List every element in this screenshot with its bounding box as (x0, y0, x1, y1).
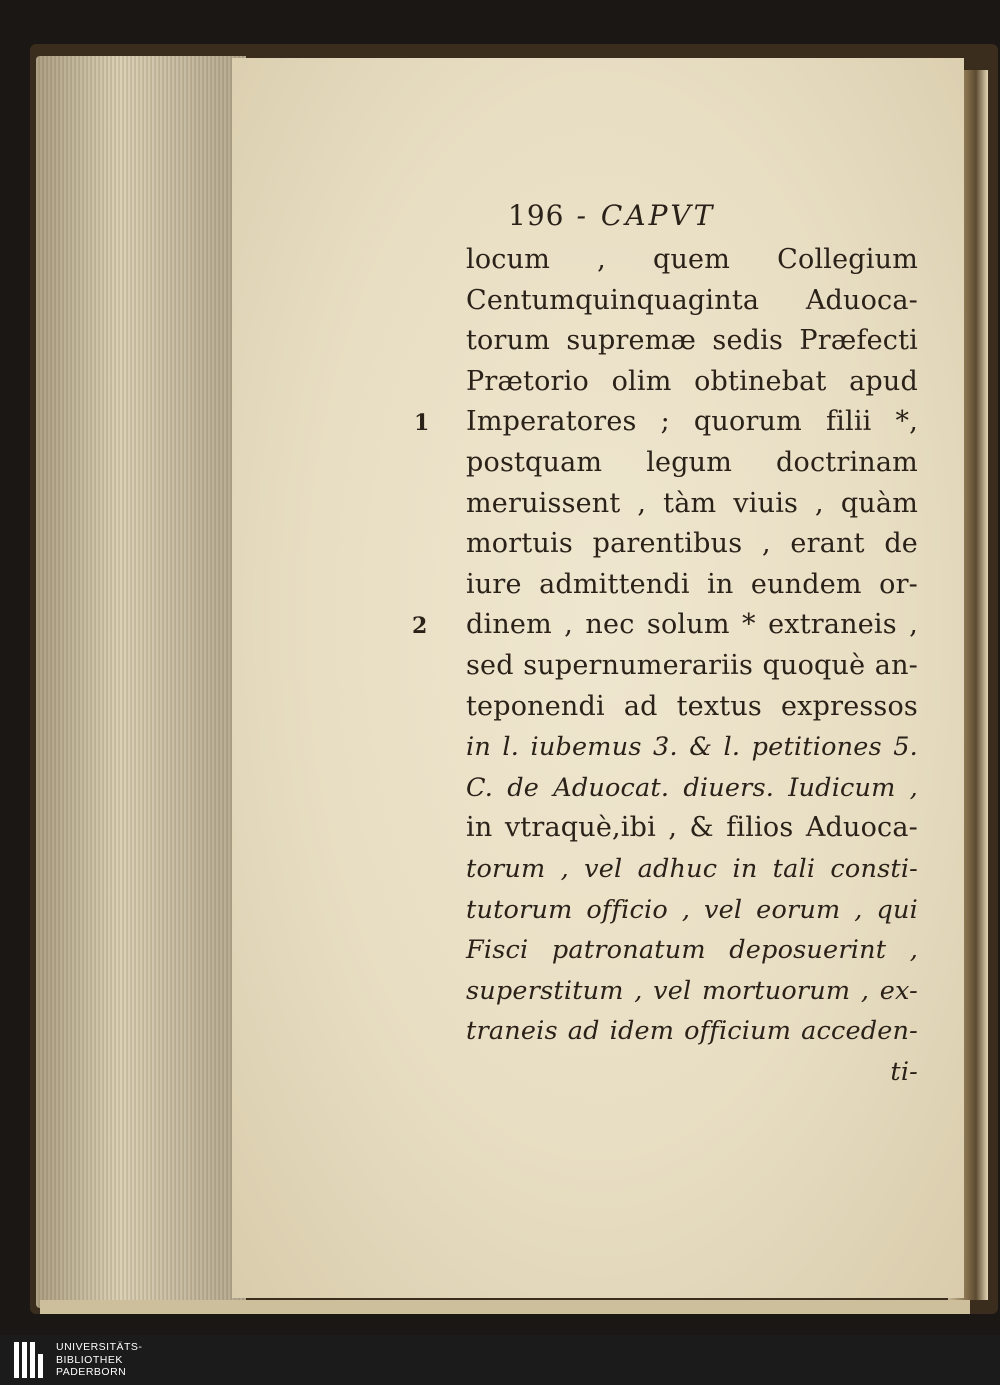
page-stack-shade (36, 56, 246, 1308)
text-line: torum supremæ sedis Præfecti (466, 325, 918, 357)
text-line: Fisci patronatum deposuerint , (466, 935, 918, 966)
text-line: meruissent , tàm viuis , quàm (466, 487, 918, 519)
text-line: torum , vel adhuc in tali consti- (466, 853, 918, 884)
text-line: teponendi ad textus expressos (466, 690, 918, 722)
text-line: Prætorio olim obtinebat apud (466, 365, 918, 397)
text-line: iure admittendi in eundem or- (466, 568, 918, 600)
logo-line: PADERBORN (56, 1366, 127, 1378)
text-line: Centumquinquaginta Aduoca- (466, 284, 918, 316)
text-line: dinem , nec solum * extraneis , (466, 609, 918, 641)
cover-bottom-edge (40, 1300, 970, 1314)
text-line: traneis ad idem officium acceden- (466, 1016, 918, 1047)
text-line: in vtraquè,ibi , & filios Aduoca- (466, 812, 918, 844)
logo-line: BIBLIOTHEK (56, 1353, 123, 1366)
library-logo-text[interactable] (56, 1341, 142, 1379)
catchword: ti- (890, 1056, 918, 1087)
logo-line: UNIVERSITÄTS- (56, 1341, 143, 1353)
marginal-note-1: 1 (414, 410, 430, 436)
text-line: sed supernumerariis quoquè an- (466, 649, 918, 681)
running-head-title: CAPVT (600, 199, 716, 232)
text-line: in l. iubemus 3. & l. petitiones 5. (466, 732, 918, 763)
marginal-note-2: 2 (412, 613, 428, 639)
text-line: superstitum , vel mortuorum , ex- (466, 975, 918, 1006)
text-line: tutorum officio , vel eorum , qui (466, 894, 918, 925)
running-header: 196 - CAPVT (508, 199, 716, 232)
text-line: Imperatores ; quorum filii *, (466, 406, 918, 438)
text-line: postquam legum doctrinam (466, 446, 918, 478)
text-line: locum , quem Collegium (466, 244, 918, 275)
text-line: mortuis parentibus , erant de (466, 528, 918, 560)
footer-bar (0, 1335, 1000, 1385)
text-line: C. de Aduocat. diuers. Iudicum , (466, 772, 918, 803)
page-text (466, 196, 918, 1092)
library-columns-icon (14, 1342, 50, 1378)
page-number: 196 (508, 199, 565, 232)
